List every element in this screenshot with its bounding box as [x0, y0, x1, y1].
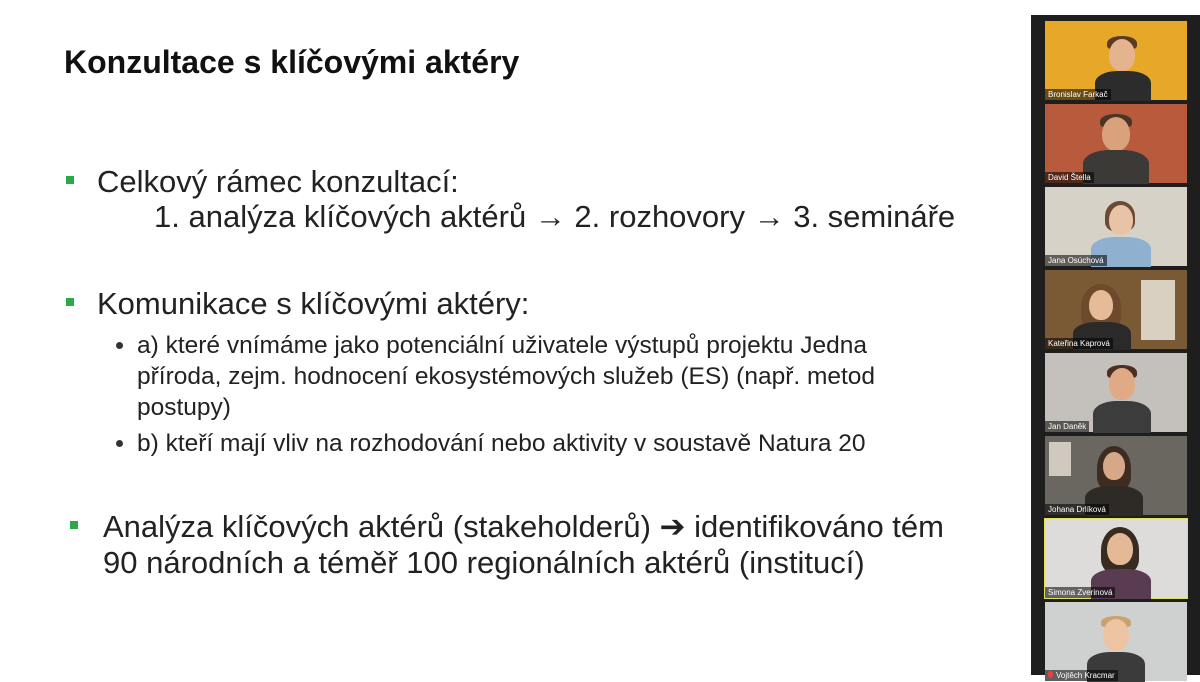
face-shape — [1109, 368, 1135, 400]
participant-tile[interactable] — [1045, 602, 1187, 681]
bullet-analysis-line1: Analýza klíčových aktérů (stakeholderů) ➔ identifikováno tém — [103, 509, 944, 544]
bullet-dot-icon — [116, 342, 123, 349]
participant-tile[interactable] — [1045, 270, 1187, 349]
bullet-analysis-line2: 90 národních a téměř 100 regionálních aktérů (institucí) — [103, 545, 865, 580]
participant-name: Simona Zverinová — [1045, 587, 1115, 598]
framework-steps: 1. analýza klíčových aktérů → 2. rozhovory → 3. semináře — [154, 199, 956, 234]
face-shape — [1102, 117, 1130, 151]
face-shape — [1103, 452, 1125, 480]
participant-name: Jana Osúchová — [1045, 255, 1107, 266]
face-shape — [1107, 533, 1133, 565]
sub-bullet-b-line: b) kteří mají vliv na rozhodování nebo aktivity v soustavě Natura 20 — [137, 430, 866, 457]
bullet-square-icon — [66, 298, 74, 306]
bullet-square-icon — [66, 176, 74, 184]
participant-name: Johana Drlíková — [1045, 504, 1109, 515]
participant-name: David Štella — [1045, 172, 1094, 183]
bullet-framework: Celkový rámec konzultací: — [97, 164, 459, 199]
bookshelf-shape — [1141, 280, 1175, 340]
participant-tile[interactable] — [1045, 21, 1187, 100]
face-shape — [1109, 39, 1135, 71]
sub-bullet-a-line: a) které vnímáme jako potenciální uživatele výstupů projektu Jedna — [137, 332, 867, 359]
mic-muted-icon — [1048, 671, 1053, 678]
participant-name: Jan Daněk — [1045, 421, 1089, 432]
participants-panel — [1031, 15, 1200, 680]
slide-title: Konzultace s klíčovými aktéry — [64, 44, 520, 80]
face-shape — [1089, 290, 1113, 320]
participant-tile[interactable] — [1045, 187, 1187, 266]
participant-tile[interactable] — [1045, 353, 1187, 432]
sub-bullet-b — [137, 428, 866, 459]
bullet-square-icon — [70, 521, 78, 529]
participant-tile[interactable] — [1045, 519, 1187, 598]
body-shape — [1093, 401, 1151, 433]
participant-tile[interactable] — [1045, 436, 1187, 515]
sub-bullet-a-line: příroda, zejm. hodnocení ekosystémových služeb (ES) (např. metod — [137, 363, 876, 390]
sub-bullet-a — [137, 330, 875, 423]
bullet-communication: Komunikace s klíčovými aktéry: — [97, 286, 530, 321]
participant-name: Kateřina Kaprová — [1045, 338, 1113, 349]
participant-name: Bronislav Farkač — [1045, 89, 1111, 100]
participant-tile[interactable] — [1045, 104, 1187, 183]
bullet-dot-icon — [116, 440, 123, 447]
face-shape — [1109, 205, 1133, 235]
participant-name: Vojtěch Kracmar — [1045, 670, 1118, 681]
sub-bullet-a-line: postupy) — [137, 394, 231, 421]
face-shape — [1103, 619, 1129, 651]
window-shape — [1049, 442, 1071, 476]
